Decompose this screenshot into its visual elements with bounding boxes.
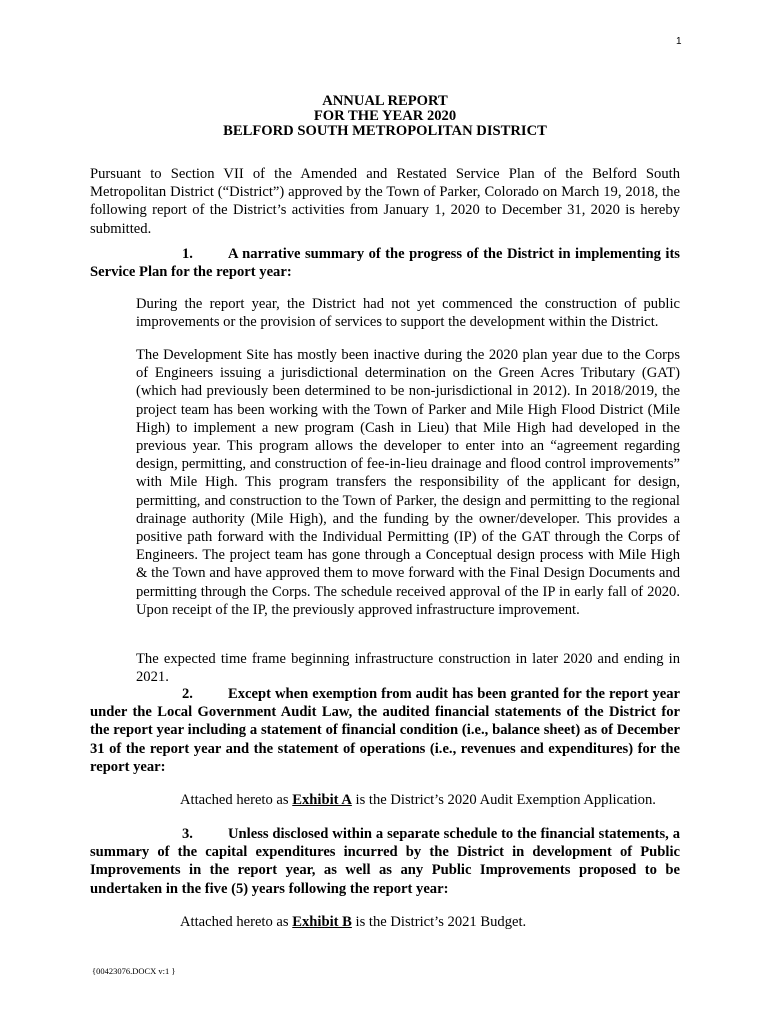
section-3-number: 3. [182,826,193,842]
section-1-number: 1. [182,246,193,262]
section-1-heading [90,245,680,281]
exhibit-b-label: Exhibit B [292,914,352,930]
section-1-paragraph-3: The expected time frame beginning infrastructure construction in later 2020 and ending in 2021. [136,651,680,686]
section-2-attachment [180,791,700,809]
section-3-heading-text: Unless disclosed within a separate schedule to the financial statements, a summary of the capital expenditures incurred by the District in development of Public Improvements in the report year, as well as any Public Improvements proposed to be undertaken in the five (5) years following the report year: [90,826,680,897]
title-line-3: BELFORD SOUTH METROPOLITAN DISTRICT [223,123,547,139]
exhibit-a-label: Exhibit A [292,792,352,808]
section-2-attach-prefix: Attached hereto as [180,792,293,808]
section-1-paragraph-1: During the report year, the District had not yet commenced the construction of public improvements or the provision of services to support the development within the District. [136,296,680,331]
title-line-2: FOR THE YEAR 2020 [313,108,457,124]
page-number: 1 [676,36,682,47]
section-2-attach-suffix: is the District’s 2020 Audit Exemption Application. [351,792,656,808]
section-2-heading [90,685,680,776]
section-2-heading-text: Except when exemption from audit has been granted for the report year under the Local Government Audit Law, the audited financial statements of the District for the report year including a statement of financial condition (i.e., balance sheet) as of December 31 of the report year and the statement of operations (i.e., revenues and expenditures) for the report year: [90,686,680,775]
section-3-attachment [180,913,700,931]
intro-paragraph: Pursuant to Section VII of the Amended and Restated Service Plan of the Belford South Metropolitan District (“District”) approved by the Town of Parker, Colorado on March 19, 2018, the following report of the District’s activities from January 1, 2020 to December 31, 2020 is hereby submitted. [90,166,680,237]
document-footer: {00423076.DOCX v:1 } [92,966,176,976]
document-title [0,94,770,139]
title-line-1: ANNUAL REPORT [322,93,448,109]
section-2-number: 2. [182,686,193,702]
section-1-heading-text: A narrative summary of the progress of the District in implementing its Service Plan for the report year: [90,246,680,281]
section-3-attach-prefix: Attached hereto as [180,914,293,930]
section-3-attach-suffix: is the District’s 2021 Budget. [351,914,527,930]
section-1-paragraph-2: The Development Site has mostly been inactive during the 2020 plan year due to the Corps of Engineers issuing a jurisdictional determination on the Green Acres Tributary (GAT) (which had previously been determined to be non-jurisdictional in 2012). In 2018/2019, the project team has been working with the Town of Parker and Mile High Flood District (Mile High) to implement a new program (Cash in Lieu) that Mile High had developed in the previous year. This program allows the developer to enter into an “agreement regarding design, permitting, and construction of fee-in-lieu drainage and flood control improvements” with Mile High. This program transfers the responsibility of the applicant for design, permitting, and construction to the Town of Parker, the design and permitting to the regional drainage authority (Mile High), and the funding by the owner/developer. This provides a positive path forward with the Individual Permitting (IP) of the GAT through the Corps of Engineers. The project team has gone through a Conceptual design process with Mile High & the Town and have approved them to move forward with the Final Design Documents and permitting through the Corps. The schedule received approval of the IP in early fall of 2020. Upon receipt of the IP, the previously approved infrastructure improvement. [136,347,680,618]
section-3-heading [90,825,680,898]
